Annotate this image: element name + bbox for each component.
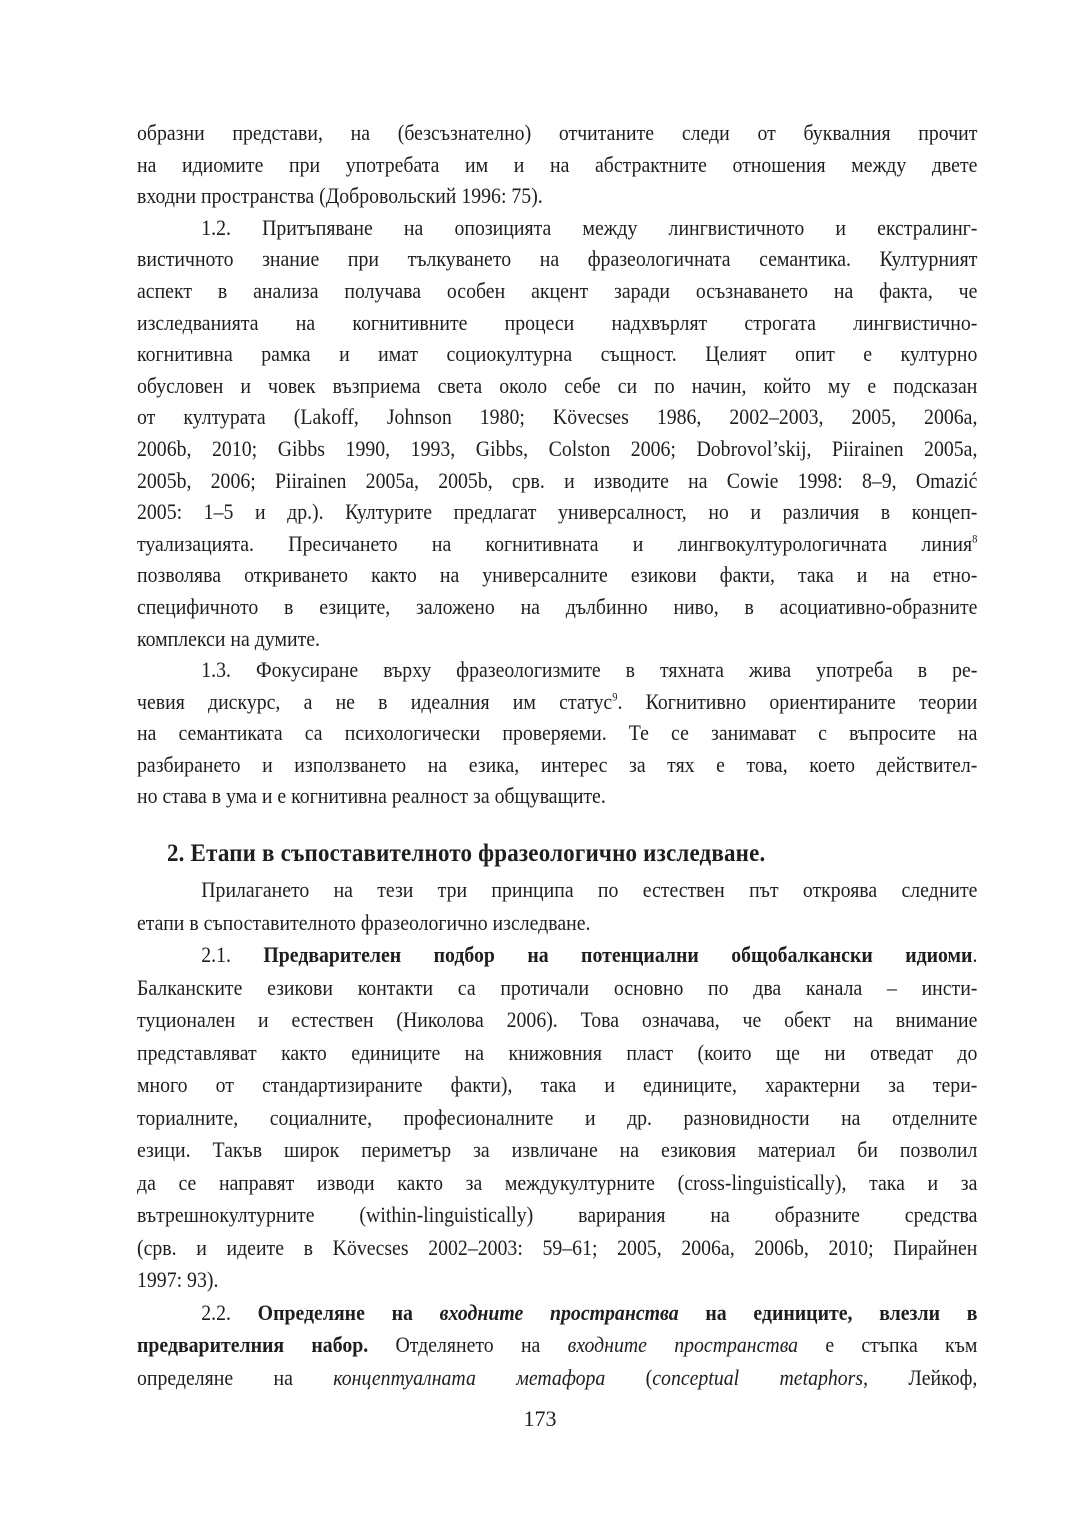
text-run: е стъпка към	[798, 1332, 978, 1357]
text-run: Отделянето на	[368, 1332, 568, 1357]
text-run: 2006b, 2010; Gibbs 1990, 1993, Gibbs, Colston 2006; Dobrovol’skij, Piirainen 2005a,	[137, 435, 978, 461]
text-line	[137, 433, 977, 465]
text-line	[137, 780, 977, 812]
italic-run: conceptual metaphors	[652, 1364, 864, 1390]
text-line	[137, 1297, 977, 1330]
text-run: определяне на	[137, 1364, 334, 1390]
bold-italic-run: входните пространства	[439, 1299, 679, 1325]
text-run: 2005: 1–5 и др.). Културите предлагат универсалност, но и различия в концеп-	[137, 499, 978, 525]
body-text-section-1	[137, 117, 977, 812]
text-run: когнитивна рамка и имат социокултурна същност. Целият опит е културно	[137, 341, 978, 367]
bold-run: на единиците, влезли в	[678, 1299, 978, 1325]
text-line	[137, 591, 977, 623]
text-line	[137, 528, 977, 560]
text-line	[137, 1134, 977, 1167]
text-line	[137, 496, 977, 528]
text-run: езици. Такъв широк периметър за извличане на езиковия материал би позволил	[137, 1137, 978, 1162]
text-line	[137, 117, 977, 149]
page-number: 173	[523, 1406, 557, 1431]
text-run: от културата (Lakoff, Johnson 1980; Kövecses 1986, 2002–2003, 2005, 2006a,	[137, 404, 978, 430]
text-run: вистичното знание при тълкуването на фразеологичната семантика. Културният	[137, 246, 978, 272]
text-run: (	[605, 1364, 653, 1390]
text-run: Балканските езикови контакти са протичали основно по два канала – инсти-	[137, 974, 978, 1000]
text-line	[137, 559, 977, 591]
text-run: на семантиката са психологически проверяеми. Те се занимават с въпросите на	[137, 720, 978, 746]
text-line	[137, 1102, 977, 1135]
text-line	[137, 212, 977, 244]
text-line	[137, 1004, 977, 1037]
text-run: комплекси на думите.	[137, 625, 320, 651]
text-run: образни представи, на (безсъзнателно) отчитаните следи от буквалния прочит	[137, 120, 978, 145]
text-line	[137, 874, 977, 907]
text-run: 2005b, 2006; Piirainen 2005a, 2005b, срв. и изводите на Cowie 1998: 8–9, Omazić	[137, 467, 978, 493]
text-line	[137, 1362, 977, 1395]
bold-run: Определяне на	[257, 1299, 440, 1325]
text-run: (срв. и идеите в Kövecses 2002–2003: 59–61; 2005, 2006a, 2006b, 2010; Пирайнен	[137, 1234, 978, 1260]
text-run: .	[972, 942, 978, 967]
text-line	[137, 1329, 977, 1362]
text-line	[137, 1199, 977, 1232]
text-line	[137, 654, 977, 686]
text-line	[137, 275, 977, 307]
text-line	[137, 939, 977, 972]
body-text-section-2	[137, 874, 977, 1394]
italic-run: концептуалната метафора	[333, 1364, 606, 1390]
text-line	[137, 717, 977, 749]
text-run: аспект в анализа получава особен акцент заради осъзнаването на факта, че	[137, 277, 978, 303]
text-line	[137, 401, 977, 433]
text-run: специфичното в езиците, заложено на дълбинно ниво, в асоциативно-образните	[137, 593, 978, 619]
text-run: 1997: 93).	[137, 1267, 219, 1292]
text-line	[137, 370, 977, 402]
text-line	[137, 1069, 977, 1102]
italic-run: входните пространства	[567, 1332, 799, 1357]
text-run: туализацията. Пресичането на когнитивната и лингвокултурологичната линия	[137, 530, 973, 556]
text-line	[137, 1167, 977, 1200]
text-run: на идиомите при употребата им и на абстрактните отношения между двете	[137, 151, 978, 177]
text-run: да се направят изводи както за междукултурните (cross-linguistically), така и за	[137, 1169, 978, 1195]
footnote-ref-9[interactable]: 9	[612, 689, 618, 704]
text-line	[137, 465, 977, 497]
text-run: 1.2. Притъпяване на опозицията между лингвистичното и екстралинг-	[201, 214, 978, 240]
text-run: туционален и естествен (Николова 2006). Това означава, че обект на внимание	[137, 1007, 978, 1032]
text-line	[137, 307, 977, 339]
text-line	[137, 1232, 977, 1265]
text-line	[137, 338, 977, 370]
text-run: входни пространства (Добровольский 1996: 75).	[137, 183, 543, 209]
text-run: . Когнитивно ориентираните теории	[617, 688, 978, 714]
text-line	[137, 180, 977, 212]
text-run: 1.3. Фокусиране върху фразеологизмите в тяхната жива употреба в ре-	[201, 657, 978, 683]
section-heading: 2. Етапи в съпоставителното фразеологично изследване.	[167, 840, 766, 867]
text-run: вътрешнокултурните (within-linguistically) варирания на образните средства	[137, 1202, 978, 1227]
text-run: обусловен и човек възприема света около себе си по начин, който му е подсказан	[137, 372, 978, 398]
text-line	[137, 1264, 977, 1297]
text-run: , Лейкоф,	[863, 1364, 978, 1390]
text-run: ториалните, социалните, професионалните и др. разновидности на отделните	[137, 1104, 978, 1130]
text-line	[137, 972, 977, 1005]
text-run: Прилагането на тези три принципа по естествен път откроява следните	[201, 877, 978, 902]
text-line	[137, 749, 977, 781]
text-run: изследванията на когнитивните процеси надхвърлят строгата лингвистично-	[137, 309, 978, 335]
text-line	[137, 907, 977, 940]
text-run: позволява откриването както на универсалните езикови факти, така и на етно-	[137, 562, 978, 588]
text-run: 2.2.	[201, 1299, 258, 1325]
text-run: но става в ума и е когнитивна реалност за общуващите.	[137, 783, 606, 809]
text-line	[137, 243, 977, 275]
text-line	[137, 686, 977, 718]
text-line	[137, 1037, 977, 1070]
text-run: 2.1.	[201, 942, 264, 967]
bold-run: Предварителен подбор на потенциални общобалкански идиоми	[263, 942, 973, 967]
text-run: етапи в съпоставителното фразеологично изследване.	[137, 909, 591, 935]
text-line	[137, 623, 977, 655]
text-line	[137, 149, 977, 181]
text-run: представляват както единиците на книжовния пласт (които ще ни отведат до	[137, 1039, 978, 1065]
footnote-ref-8[interactable]: 8	[972, 531, 978, 546]
text-run: много от стандартизираните факти), така и единиците, характерни за тери-	[137, 1072, 978, 1097]
text-run: чевия дискурс, а не в идеалния им статус	[137, 688, 613, 714]
bold-run: предварителния набор.	[137, 1332, 369, 1357]
text-run: разбирането и използването на езика, интерес за тях е това, което действител-	[137, 751, 978, 777]
